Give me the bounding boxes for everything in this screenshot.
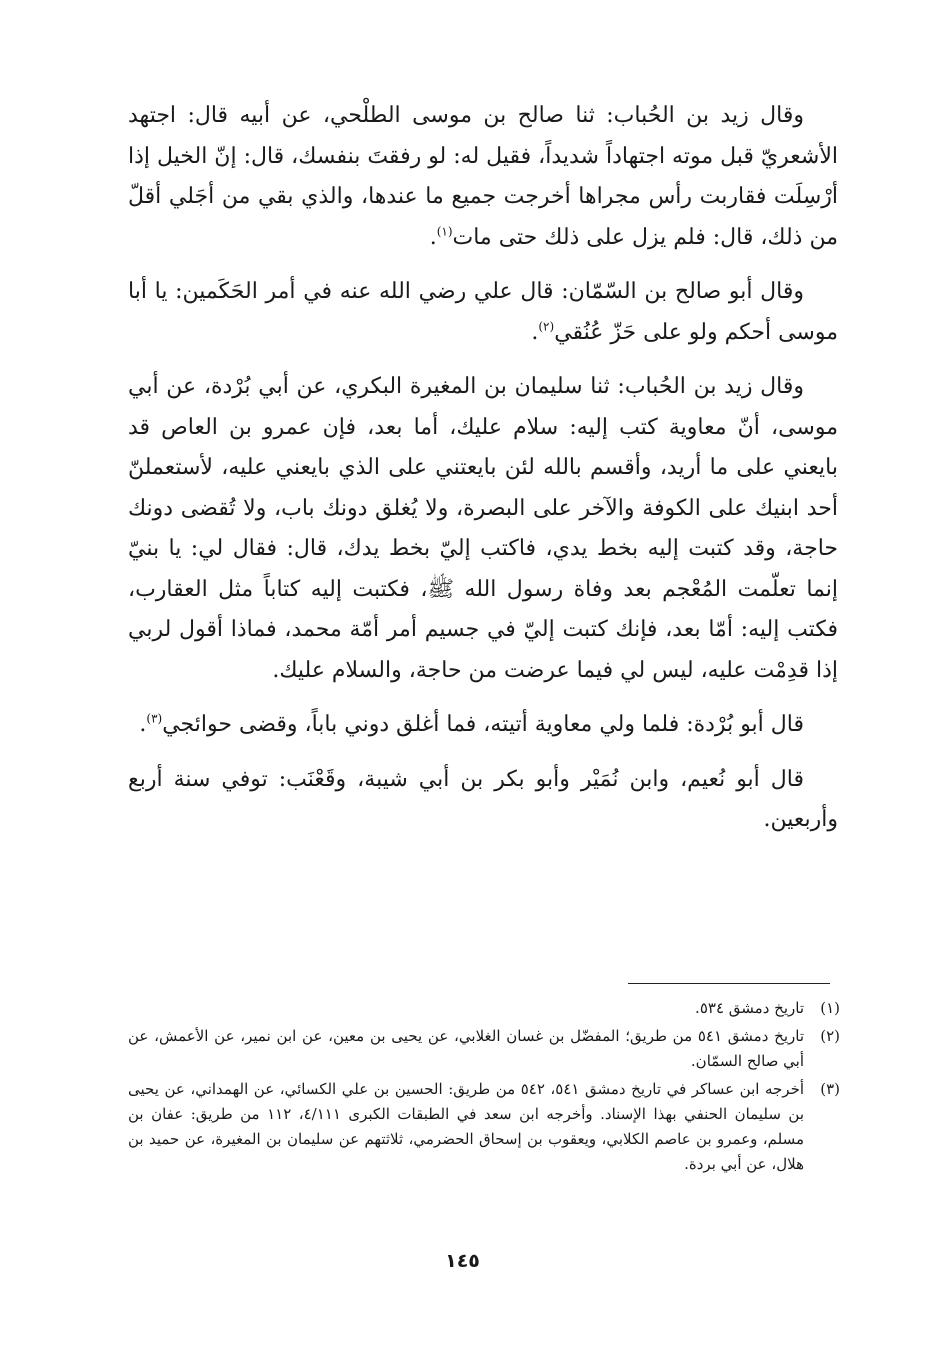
paragraph-text: وقال زيد بن الحُباب: ثنا سليمان بن المغيرة البكري، عن أبي بُرْدة، عن أبي موسى، أنّ معاوية كتب إليه: سلام عليك، أما بعد، فإن عمرو بن العاص قد بايعني على ما أريد، وأقسم بالله لئن بايعتني على الذي بايعني عليه، لأستعملنّ أحد ابنيك على الكوفة والآخر على البصرة، ولا يُغلق دونك باب، ولا تُقضى دونك حاجة، وقد كتبت إليه بخط يدي، فاكتب إليّ بخط يدك، قال: فقال لي: يا بنيّ إنما تعلّمت المُعْجم بعد وفاة رسول الله ﷺ، فكتبت إليه كتاباً مثل العقارب، فكتب إليه: أمّا بعد، فإنك كتبت إليّ في جسيم أمر أمّة محمد، فماذا أقول لربي إذا قدِمْت عليه، ليس لي فيما عرضت من حاجة، والسلام عليك. <box>128 374 838 683</box>
paragraph-end: . <box>139 712 147 737</box>
paragraph-text: وقال زيد بن الحُباب: ثنا صالح بن موسى الطلْحي، عن أبيه قال: اجتهد الأشعريّ قبل موته اجتهاداً شديداً، فقيل له: لو رفقتَ بنفسك، قال: إنّ الخيل إذا أرْسِلَت فقاربت رأس مجراها أخرجت جميع ما عندها، والذي بقي من أجَلي أقلّ من ذلك، قال: فلم يزل على ذلك حتى مات <box>127 103 838 250</box>
footnote-ref: (٢) <box>538 319 555 334</box>
footnote-text: أخرجه ابن عساكر في تاريخ دمشق ٥٤١، ٥٤٢ من طريق: الحسين بن علي الكسائي، عن الهمداني، عن يحيى بن سليمان الحنفي بهذا الإسناد. وأخرجه ابن سعد في الطبقات الكبرى ٤/١١١، ١١٢ من طريق: عفان بن مسلم، وعمرو بن عاصم الكلابي، ويعقوب بن إسحاق الحضرمي، ثلاثتهم عن سليمان بن المغيرة، عن حميد بن هلال، عن أبي بردة. <box>128 1080 805 1173</box>
footnote-ref: (٣) <box>146 711 163 726</box>
paragraph-1 <box>128 96 838 258</box>
paragraph-3 <box>128 367 838 691</box>
page-number: ١٤٥ <box>445 1250 480 1272</box>
paragraph-5 <box>128 760 838 841</box>
footnote-number: (١) <box>820 999 840 1017</box>
main-text <box>128 96 838 855</box>
footnote-number: (٣) <box>820 1080 840 1098</box>
paragraph-4 <box>128 705 838 746</box>
footnote-ref: (١) <box>436 224 453 239</box>
paragraph-end: . <box>429 224 437 250</box>
footnote-3 <box>128 1077 840 1177</box>
paragraph-end: . <box>531 319 539 345</box>
paragraph-2 <box>128 272 838 353</box>
footnote-text: تاريخ دمشق ٥٤١ من طريق؛ المفضّل بن غسان الغلابي، عن يحيى بن معين، عن ابن نمير، عن الأعمش، عن أبي صالح السمّان. <box>128 1027 804 1070</box>
footnote-1 <box>128 996 840 1021</box>
paragraph-text: وقال أبو صالح بن السّمّان: قال علي رضي الله عنه في أمر الحَكَمين: يا أبا موسى أحكم ولو على حَزّ عُنُقي <box>128 279 838 345</box>
footnote-text: تاريخ دمشق ٥٣٤. <box>695 999 804 1017</box>
footnotes <box>128 996 840 1180</box>
paragraph-text: قال أبو نُعيم، وابن نُمَيْر وأبو بكر بن أبي شيبة، وقَعْنَب: توفي سنة أربع وأربعين. <box>128 766 838 832</box>
footnote-2 <box>128 1024 840 1074</box>
paragraph-text: قال أبو بُرْدة: فلما ولي معاوية أتيته، فما أغلق دوني باباً، وقضى حوائجي <box>162 712 804 737</box>
footnote-separator <box>628 983 830 984</box>
footnote-number: (٢) <box>820 1027 840 1045</box>
